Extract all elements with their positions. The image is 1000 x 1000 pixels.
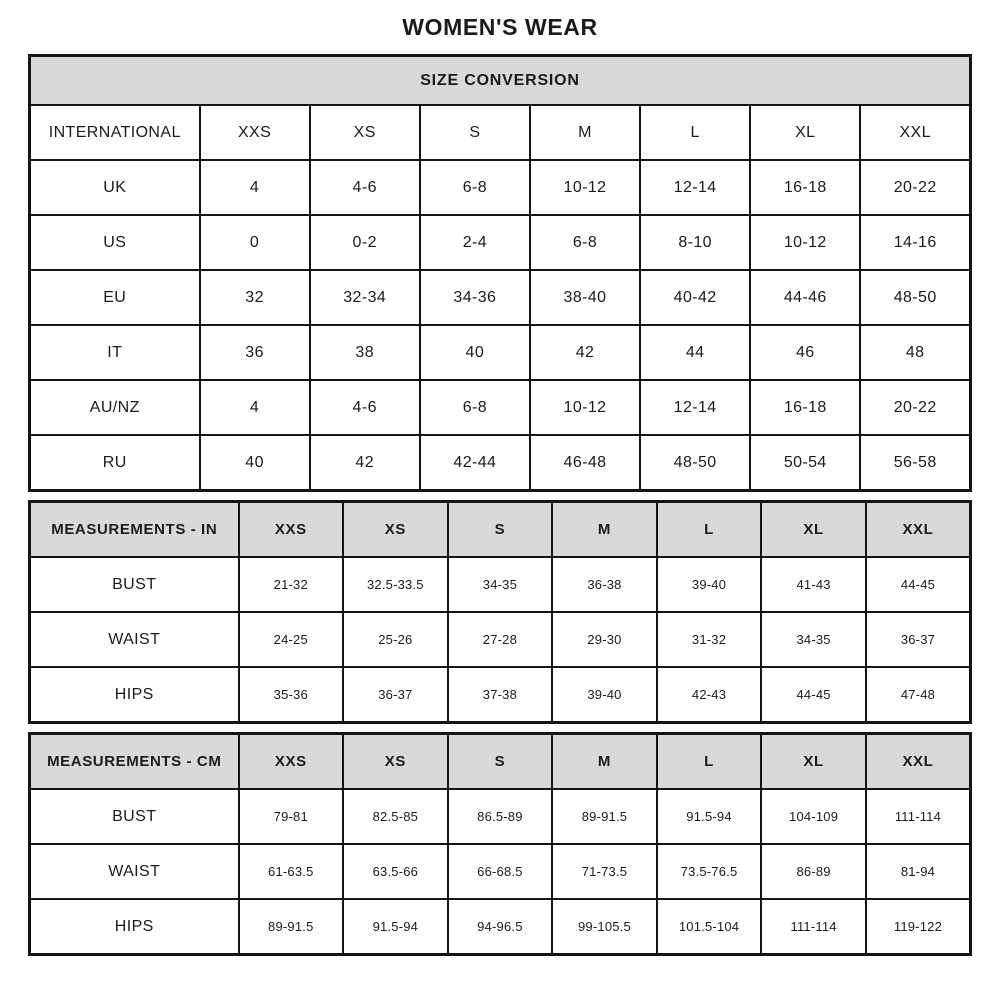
measurement-value: 91.5-94	[343, 899, 448, 955]
row-label: WAIST	[30, 612, 239, 667]
size-value: 32-34	[310, 270, 420, 325]
size-value: 46-48	[530, 435, 640, 491]
column-header-l: L	[640, 105, 750, 160]
measurement-value: 37-38	[448, 667, 553, 723]
size-value: 46	[750, 325, 860, 380]
row-label: HIPS	[30, 667, 239, 723]
size-value: 10-12	[750, 215, 860, 270]
column-header-m: M	[530, 105, 640, 160]
column-header-s: S	[448, 734, 553, 790]
row-label: UK	[30, 160, 200, 215]
size-value: 40	[420, 325, 530, 380]
row-label: AU/NZ	[30, 380, 200, 435]
size-value: 38	[310, 325, 420, 380]
size-value: 14-16	[860, 215, 970, 270]
measurement-value: 29-30	[552, 612, 657, 667]
size-value: 20-22	[860, 380, 970, 435]
measurement-value: 104-109	[761, 789, 866, 844]
column-header-xl: XL	[750, 105, 860, 160]
table-row-ru	[30, 435, 971, 491]
measurement-value: 21-32	[239, 557, 344, 612]
column-header-xxl: XXL	[866, 502, 971, 558]
column-header-m: M	[552, 502, 657, 558]
size-value: 4-6	[310, 380, 420, 435]
size-value: 44	[640, 325, 750, 380]
column-header-row	[30, 734, 971, 790]
column-header-row	[30, 502, 971, 558]
column-header-xxl: XXL	[860, 105, 970, 160]
table-row-uk	[30, 160, 971, 215]
size-value: 2-4	[420, 215, 530, 270]
measurement-value: 34-35	[448, 557, 553, 612]
size-value: 56-58	[860, 435, 970, 491]
size-value: 50-54	[750, 435, 860, 491]
measurement-value: 41-43	[761, 557, 866, 612]
size-conversion-header: SIZE CONVERSION	[30, 56, 971, 106]
size-value: 42-44	[420, 435, 530, 491]
measurement-value: 61-63.5	[239, 844, 344, 899]
column-header-international: INTERNATIONAL	[30, 105, 200, 160]
row-label: BUST	[30, 557, 239, 612]
column-header-xxs: XXS	[239, 734, 344, 790]
column-header-l: L	[657, 734, 762, 790]
measurement-value: 119-122	[866, 899, 971, 955]
measurements-in-table	[28, 500, 972, 724]
table-row-waist	[30, 612, 971, 667]
size-value: 8-10	[640, 215, 750, 270]
table-row-us	[30, 215, 971, 270]
column-header-xxs: XXS	[239, 502, 344, 558]
size-value: 10-12	[530, 160, 640, 215]
measurement-value: 79-81	[239, 789, 344, 844]
size-value: 6-8	[420, 380, 530, 435]
size-value: 0	[200, 215, 310, 270]
measurement-value: 86.5-89	[448, 789, 553, 844]
row-label: WAIST	[30, 844, 239, 899]
size-value: 0-2	[310, 215, 420, 270]
row-label: IT	[30, 325, 200, 380]
size-conversion-table	[28, 54, 972, 492]
measurement-value: 89-91.5	[552, 789, 657, 844]
column-header-s: S	[448, 502, 553, 558]
size-value: 38-40	[530, 270, 640, 325]
table-row-aunz	[30, 380, 971, 435]
measurement-value: 71-73.5	[552, 844, 657, 899]
row-label: RU	[30, 435, 200, 491]
column-header-xs: XS	[343, 734, 448, 790]
column-header-s: S	[420, 105, 530, 160]
measurement-value: 111-114	[761, 899, 866, 955]
size-value: 4	[200, 380, 310, 435]
size-value: 20-22	[860, 160, 970, 215]
table-row-eu	[30, 270, 971, 325]
measurement-value: 39-40	[552, 667, 657, 723]
size-value: 36	[200, 325, 310, 380]
row-label: EU	[30, 270, 200, 325]
measurement-value: 73.5-76.5	[657, 844, 762, 899]
size-value: 40-42	[640, 270, 750, 325]
measurement-value: 32.5-33.5	[343, 557, 448, 612]
measurement-value: 94-96.5	[448, 899, 553, 955]
column-header-xs: XS	[343, 502, 448, 558]
size-value: 10-12	[530, 380, 640, 435]
measurement-value: 35-36	[239, 667, 344, 723]
size-value: 48	[860, 325, 970, 380]
table-row-hips	[30, 899, 971, 955]
measurement-value: 39-40	[657, 557, 762, 612]
measurement-value: 31-32	[657, 612, 762, 667]
column-header-xs: XS	[310, 105, 420, 160]
size-value: 12-14	[640, 380, 750, 435]
size-value: 42	[310, 435, 420, 491]
measurement-value: 24-25	[239, 612, 344, 667]
column-header-xl: XL	[761, 734, 866, 790]
measurements-cm-header: MEASUREMENTS - CM	[30, 734, 239, 790]
measurements-cm-table	[28, 732, 972, 956]
column-header-m: M	[552, 734, 657, 790]
table-row-bust	[30, 557, 971, 612]
measurement-value: 91.5-94	[657, 789, 762, 844]
table-header-row	[30, 56, 971, 106]
row-label: BUST	[30, 789, 239, 844]
size-value: 42	[530, 325, 640, 380]
size-value: 4	[200, 160, 310, 215]
size-value: 4-6	[310, 160, 420, 215]
table-row-waist	[30, 844, 971, 899]
column-header-xl: XL	[761, 502, 866, 558]
measurement-value: 111-114	[866, 789, 971, 844]
measurement-value: 99-105.5	[552, 899, 657, 955]
measurement-value: 63.5-66	[343, 844, 448, 899]
table-row-bust	[30, 789, 971, 844]
measurement-value: 25-26	[343, 612, 448, 667]
measurement-value: 44-45	[761, 667, 866, 723]
column-header-l: L	[657, 502, 762, 558]
measurement-value: 34-35	[761, 612, 866, 667]
measurement-value: 36-37	[343, 667, 448, 723]
measurement-value: 66-68.5	[448, 844, 553, 899]
measurement-value: 27-28	[448, 612, 553, 667]
table-row-hips	[30, 667, 971, 723]
measurement-value: 36-38	[552, 557, 657, 612]
size-value: 40	[200, 435, 310, 491]
size-value: 12-14	[640, 160, 750, 215]
measurement-value: 42-43	[657, 667, 762, 723]
size-value: 44-46	[750, 270, 860, 325]
measurement-value: 81-94	[866, 844, 971, 899]
row-label: HIPS	[30, 899, 239, 955]
page-title: WOMEN'S WEAR	[402, 14, 598, 40]
column-header-xxs: XXS	[200, 105, 310, 160]
column-header-xxl: XXL	[866, 734, 971, 790]
size-value: 16-18	[750, 160, 860, 215]
table-row-it	[30, 325, 971, 380]
size-value: 6-8	[420, 160, 530, 215]
measurements-in-header: MEASUREMENTS - IN	[30, 502, 239, 558]
size-value: 48-50	[640, 435, 750, 491]
measurement-value: 36-37	[866, 612, 971, 667]
measurement-value: 86-89	[761, 844, 866, 899]
size-value: 6-8	[530, 215, 640, 270]
measurement-value: 44-45	[866, 557, 971, 612]
size-value: 34-36	[420, 270, 530, 325]
measurement-value: 101.5-104	[657, 899, 762, 955]
size-value: 32	[200, 270, 310, 325]
column-header-row	[30, 105, 971, 160]
size-value: 16-18	[750, 380, 860, 435]
measurement-value: 47-48	[866, 667, 971, 723]
measurement-value: 82.5-85	[343, 789, 448, 844]
size-value: 48-50	[860, 270, 970, 325]
measurement-value: 89-91.5	[239, 899, 344, 955]
row-label: US	[30, 215, 200, 270]
